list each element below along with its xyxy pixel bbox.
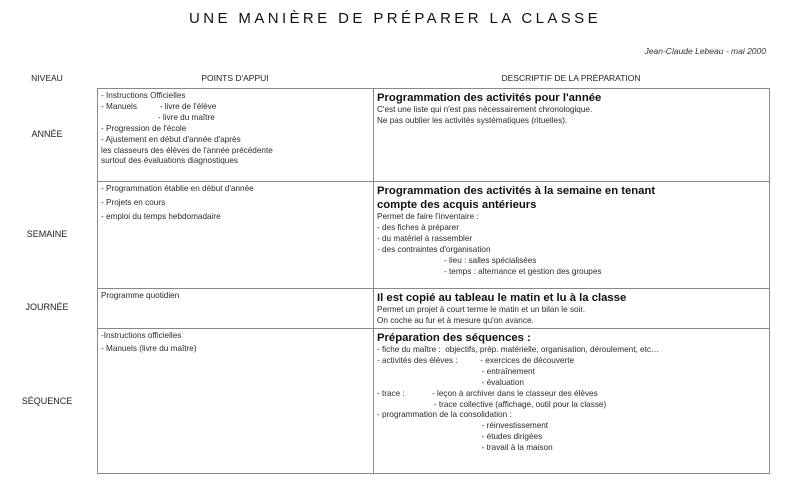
descriptif-line: - entraînement [377,366,535,376]
descriptif-line: - trace : - leçon à archiver dans le classeur des élèves [377,388,598,398]
descriptif-subline: - lieu : salles spécialisées [444,255,537,265]
descriptif-heading: Préparation des séquences : [377,332,531,344]
level-journee: JOURNÉE [25,302,69,312]
descriptif-line: - du matériel à rassembler [377,233,473,243]
points-line: - livre du maître [101,112,215,122]
descriptif-cell [374,89,770,182]
descriptif-line: Permet un projet à court terme le matin et un bilan le soir. [377,305,585,314]
points-line: - Programmation établie en début d'année [101,184,254,193]
points-cell [98,289,374,329]
header-niveau: NIVEAU [31,73,63,83]
table-row [98,289,770,329]
descriptif-line: - fiche du maître : objectifs, prép. matérielle, organisation, déroulement, etc… [377,345,660,354]
points-line: - Ajustement en début d'année d'après [101,134,241,144]
page-title: UNE MANIÈRE DE PRÉPARER LA CLASSE [188,10,601,27]
level-sequence: SÉQUENCE [21,396,73,406]
descriptif-line: - des contraintes d'organisation [377,244,491,254]
descriptif-cell [374,289,770,329]
descriptif-line: - programmation de la consolidation : [377,410,512,420]
descriptif-line: - des fiches à préparer [377,222,459,232]
level-semaine: SEMAINE [26,229,68,239]
descriptif-line: - évaluation [377,377,524,387]
preparation-table [97,88,770,474]
descriptif-line: - trace collective (affichage, outil pour la classe) [377,399,607,409]
descriptif-line: Ne pas oublier les activités systématiques (rituelles). [377,115,568,125]
descriptif-line: - activités des élèves : - exercices de découverte [377,355,575,365]
descriptif-subline: - temps : alternance et gestion des groupes [444,266,602,276]
header-points: POINTS D'APPUI [201,73,269,83]
points-line: - Projets en cours [101,197,166,207]
points-line: les classeurs des élèves de l'année précédente [101,145,273,155]
descriptif-line: On coche au fur et à mesure qu'on avance. [377,315,534,325]
level-annee: ANNÉE [31,129,63,139]
descriptif-heading: Il est copié au tableau le matin et lu à la classe [377,292,627,304]
points-line: surtout des évaluations diagnostiques [101,156,239,166]
points-line: Programme quotidien [101,291,180,300]
descriptif-line: Permet de faire l'inventaire : [377,212,479,221]
table-row [98,89,770,182]
descriptif-heading: Programmation des activités pour l'année [377,92,602,104]
descriptif-heading: Programmation des activités à la semaine en tenant [377,185,656,197]
points-line: - Progression de l'école [101,123,187,133]
header-descriptif: DESCRIPTIF DE LA PRÉPARATION [501,73,641,83]
descriptif-line: - études dirigées [377,432,543,442]
points-line: - emploi du temps hebdomadaire [101,211,221,221]
points-cell [98,182,374,289]
points-line: -Instructions officielles [101,331,182,340]
points-cell [98,89,374,182]
points-line: - Manuels - livre de l'élève [101,101,217,111]
author-line: Jean-Claude Lebeau - mai 2000 [644,46,766,56]
table-row [98,182,770,289]
table-row [98,329,770,474]
points-cell [98,329,374,474]
descriptif-cell [374,182,770,289]
descriptif-line: - réinvestissement [377,421,549,431]
descriptif-heading-2: compte des acquis antérieurs [377,199,537,211]
points-line: - Manuels (livre du maître) [101,343,197,353]
points-line: - Instructions Officielles [101,91,186,100]
descriptif-line: C'est une liste qui n'est pas nécessairement chronologique. [377,105,593,114]
descriptif-cell [374,329,770,474]
descriptif-line: - travail à la maison [377,443,553,453]
